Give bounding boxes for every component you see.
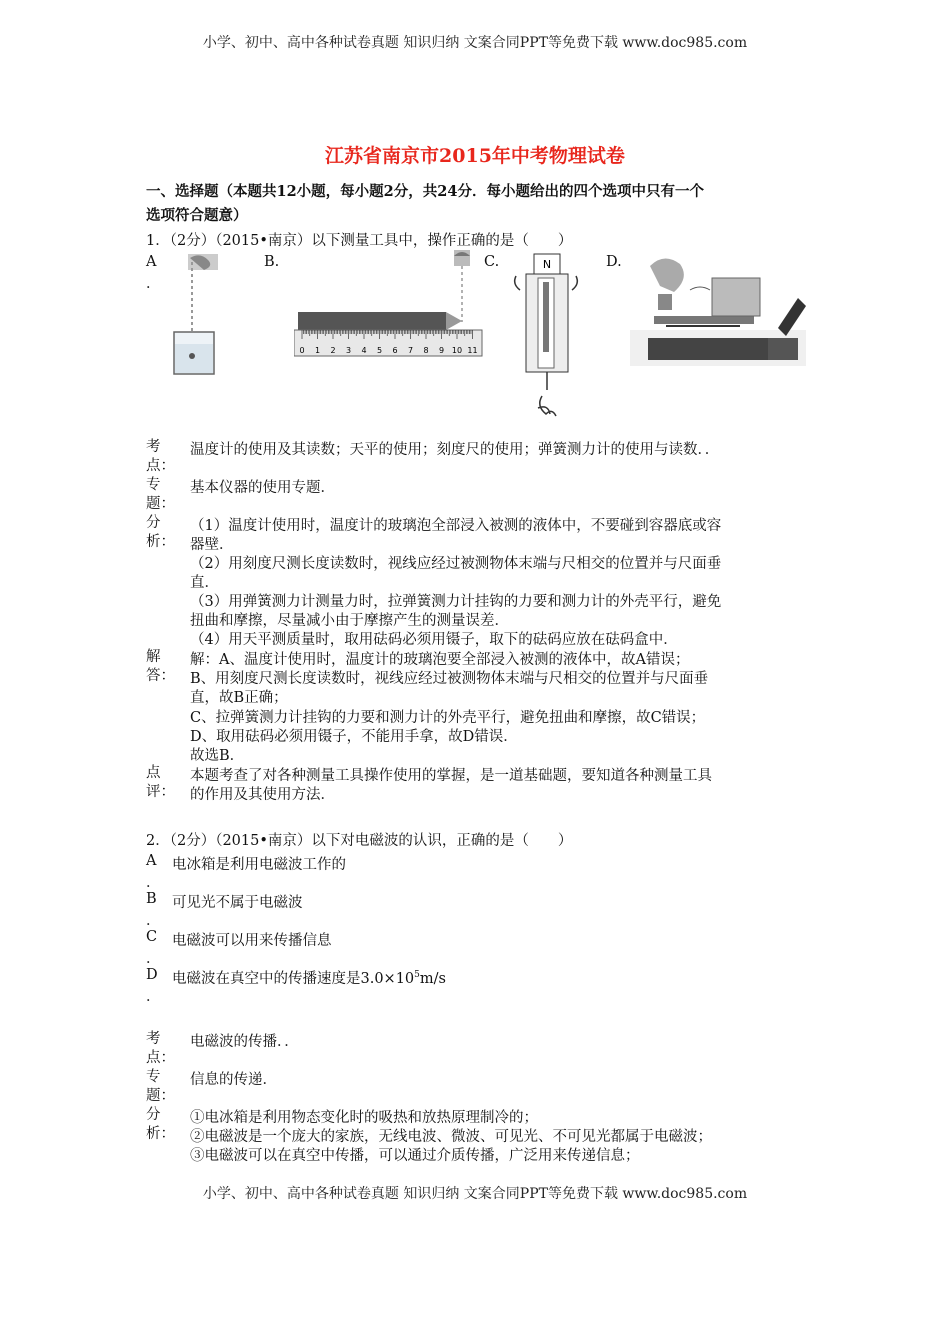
q2-option-c-text: 电磁波可以用来传播信息 [172, 933, 332, 949]
spring-scale-figure [508, 250, 584, 420]
q2-option-dot: ． [146, 951, 161, 967]
page-header: 小学、初中、高中各种试卷真题 知识归纳 文案合同PPT等免费下载 www.doc985.com [202, 35, 748, 51]
q1-kaodian-label: 考点： [146, 439, 175, 474]
ruler-tick-label: 4 [361, 346, 367, 355]
q1-zhuanti-text: 基本仪器的使用专题． [190, 480, 335, 496]
q2-zhuanti-label: 专题： [146, 1069, 175, 1104]
q1-jieda-line: 故选B． [190, 748, 245, 764]
q1-option-a-dot: ． [146, 276, 161, 292]
q2-option-d-unit: m/s [419, 971, 446, 987]
ruler-tick-label: 2 [330, 346, 336, 355]
q1-fenxi-line: 器壁． [190, 537, 234, 553]
q1-dianping-label: 点评： [146, 765, 175, 800]
q1-stem: 1．（2分）（2015•南京）以下测量工具中，操作正确的是（ ） [146, 233, 573, 249]
ruler-tick-label: 6 [392, 346, 398, 355]
q1-jieda-line: B、用刻度尺测长度读数时，视线应经过被测物体末端与尺相交的位置并与尺面垂 [190, 671, 709, 687]
q2-stem: 2．（2分）（2015•南京）以下对电磁波的认识，正确的是（ ） [146, 833, 573, 849]
ruler-tick-label: 8 [423, 346, 429, 355]
q2-option-b-label: B [146, 891, 157, 907]
q1-jieda-label: 解答： [146, 649, 175, 684]
q1-jieda-line: D、取用砝码必须用镊子，不能用手拿，故D错误． [190, 729, 518, 745]
q2-option-c-label: C [146, 929, 158, 945]
ruler-pencil-figure [294, 250, 484, 360]
q2-option-a-label: A [146, 853, 157, 869]
q2-option-dot: ． [146, 913, 161, 929]
q1-fenxi-line: 扭曲和摩擦，尽量减小由于摩擦产生的测量误差． [190, 613, 509, 629]
page-footer: 小学、初中、高中各种试卷真题 知识归纳 文案合同PPT等免费下载 www.doc985.com [202, 1186, 748, 1202]
q2-option-d-label: D [146, 967, 158, 983]
q2-fenxi-line: ①电冰箱是利用物态变化时的吸热和放热原理制冷的； [190, 1110, 538, 1126]
ruler-tick-label: 1 [314, 346, 321, 355]
q1-fenxi-line: （1）温度计使用时，温度计的玻璃泡全部浸入被测的液体中，不要碰到容器底或容 [190, 518, 722, 534]
q2-option-d-text-main: 电磁波在真空中的传播速度是3.0×10 [172, 971, 415, 987]
q2-fenxi-label: 分析： [146, 1107, 175, 1142]
q2-fenxi-line: ②电磁波是一个庞大的家族，无线电波、微波、可见光、不可见光都属于电磁波； [190, 1129, 712, 1145]
ruler-tick-label: 5 [376, 346, 383, 355]
ruler-tick-label: 7 [407, 346, 414, 355]
q1-jieda-line: 直，故B正确； [190, 690, 288, 706]
q1-fenxi-line: （4）用天平测质量时，取用砝码必须用镊子，取下的砝码应放在砝码盒中． [190, 632, 678, 648]
q1-jieda-line: C、拉弹簧测力计挂钩的力要和测力计的外壳平行，避免扭曲和摩擦，故C错误； [190, 710, 706, 726]
q2-option-b-text: 可见光不属于电磁波 [172, 895, 303, 911]
ruler-tick-label: 3 [345, 346, 352, 355]
q1-jieda-line: 解：A、温度计使用时，温度计的玻璃泡要全部浸入被测的液体中，故A错误； [190, 652, 690, 668]
q2-option-dot: ． [146, 989, 161, 1005]
q1-dianping-line: 本题考查了对各种测量工具操作使用的掌握，是一道基础题，要知道各种测量工具 [190, 768, 712, 784]
q1-option-c-label: C. [484, 254, 500, 270]
q1-option-d-label: D. [606, 254, 622, 270]
section-heading-line2: 选项符合题意） [146, 207, 248, 224]
q1-dianping-line: 的作用及其使用方法． [190, 787, 335, 803]
q1-kaodian-text: 温度计的使用及其读数；天平的使用；刻度尺的使用；弹簧测力计的使用与读数．． [190, 442, 720, 458]
svg-text:N: N [542, 258, 552, 271]
ruler-tick-label: 11 [467, 346, 478, 355]
q1-fenxi-label: 分析： [146, 515, 175, 550]
q1-fenxi-line: （3）用弹簧测力计测量力时，拉弹簧测力计挂钩的力要和测力计的外壳平行，避免 [190, 594, 722, 610]
q2-option-a-text: 电冰箱是利用电磁波工作的 [172, 857, 346, 873]
q1-option-a-label: A [146, 254, 157, 270]
q1-zhuanti-label: 专题： [146, 477, 175, 512]
ruler-tick-label: 10 [451, 346, 463, 355]
ruler-tick-label: 0 [299, 346, 305, 355]
balance-figure [630, 250, 806, 368]
q2-option-d-text [172, 967, 446, 988]
q2-kaodian-label: 考点： [146, 1031, 175, 1066]
q2-option-d-exponent: 5 [414, 970, 420, 981]
page-title: 江苏省南京市2015年中考物理试卷 [325, 145, 625, 167]
q2-zhuanti-text: 信息的传递． [190, 1072, 277, 1088]
q2-kaodian-text: 电磁波的传播．． [190, 1034, 299, 1050]
section-heading-line1: 一、选择题（本题共12小题，每小题2分，共24分．每小题给出的四个选项中只有一个 [146, 183, 704, 200]
q2-option-dot: ． [146, 875, 161, 891]
q1-fenxi-line: 直． [190, 575, 219, 591]
q1-option-b-label: B. [264, 254, 280, 270]
q2-fenxi-line: ③电磁波可以在真空中传播，可以通过介质传播，广泛用来传递信息； [190, 1148, 640, 1164]
ruler-tick-label: 9 [438, 346, 445, 355]
thermometer-beaker-figure [168, 248, 228, 378]
q1-fenxi-line: （2）用刻度尺测长度读数时，视线应经过被测物体末端与尺相交的位置并与尺面垂 [190, 556, 722, 572]
